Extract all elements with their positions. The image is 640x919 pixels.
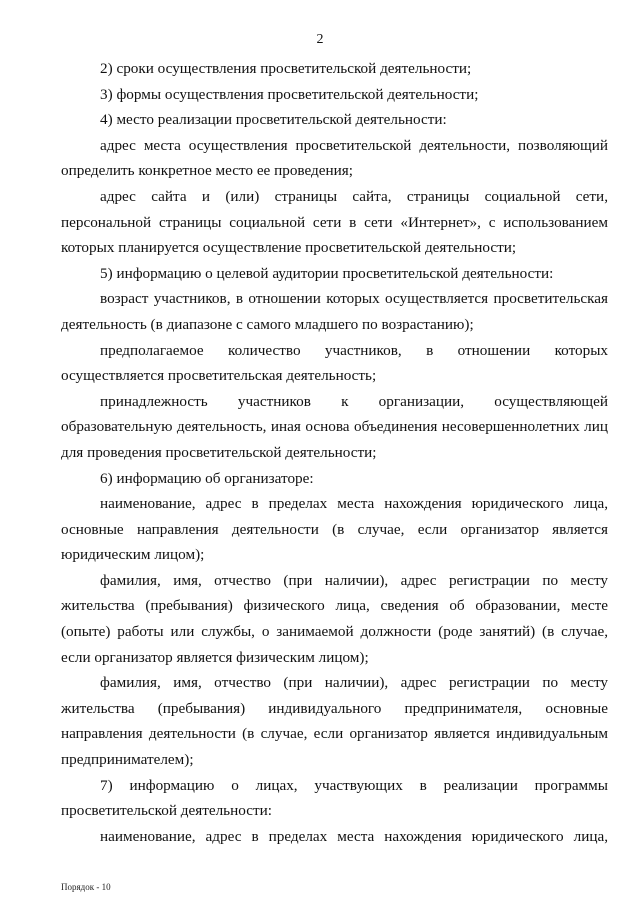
paragraph: предполагаемое количество участников, в отношении которых осуществляется просветительская деятельность; <box>61 341 608 385</box>
paragraph: адрес места осуществления просветительской деятельности, позволяющий определить конкретное место ее проведения; <box>61 136 608 180</box>
document-body <box>61 56 608 849</box>
paragraph: адрес сайта и (или) страницы сайта, страницы социальной сети, персональной страницы социальной сети в сети «Интернет», с использованием которых планируется осуществление просветительской деятельности; <box>61 187 608 257</box>
paragraph: фамилия, имя, отчество (при наличии), адрес регистрации по месту жительства (пребывания) физического лица, сведения об образовании, месте (опыте) работы или службы, о занимаемой должности (роде занятий) (в случае, если организатор является физическим лицом); <box>61 571 608 666</box>
paragraph: наименование, адрес в пределах места нахождения юридического лица, <box>100 827 608 845</box>
paragraph: принадлежность участников к организации, осуществляющей образовательную деятельность, иная основа объединения несовершеннолетних лиц для проведения просветительской деятельности; <box>61 392 608 461</box>
paragraph: 7) информацию о лицах, участвующих в реализации программы просветительской деятельности: <box>61 776 608 820</box>
paragraph: 4) место реализации просветительской деятельности: <box>100 111 447 129</box>
paragraph: 5) информацию о целевой аудитории просветительской деятельности: <box>100 264 554 282</box>
paragraph: 2) сроки осуществления просветительской деятельности; <box>100 60 472 77</box>
paragraph: наименование, адрес в пределах места нахождения юридического лица, основные направления деятельности (в случае, если организатор является юридическим лицом); <box>61 495 608 564</box>
footer-label: Порядок - 10 <box>61 882 111 892</box>
paragraph: 3) формы осуществления просветительской деятельности; <box>100 85 479 103</box>
paragraph: возраст участников, в отношении которых осуществляется просветительская деятельность (в диапазоне с самого младшего по возрастанию); <box>61 290 608 333</box>
page-number: 2 <box>316 32 324 47</box>
paragraph: 6) информацию об организаторе: <box>100 469 314 487</box>
paragraph: фамилия, имя, отчество (при наличии), адрес регистрации по месту жительства (пребывания) индивидуального предпринимателя, основные направления деятельности (в случае, если организатор является индивидуальным предпринимателем); <box>61 674 608 769</box>
